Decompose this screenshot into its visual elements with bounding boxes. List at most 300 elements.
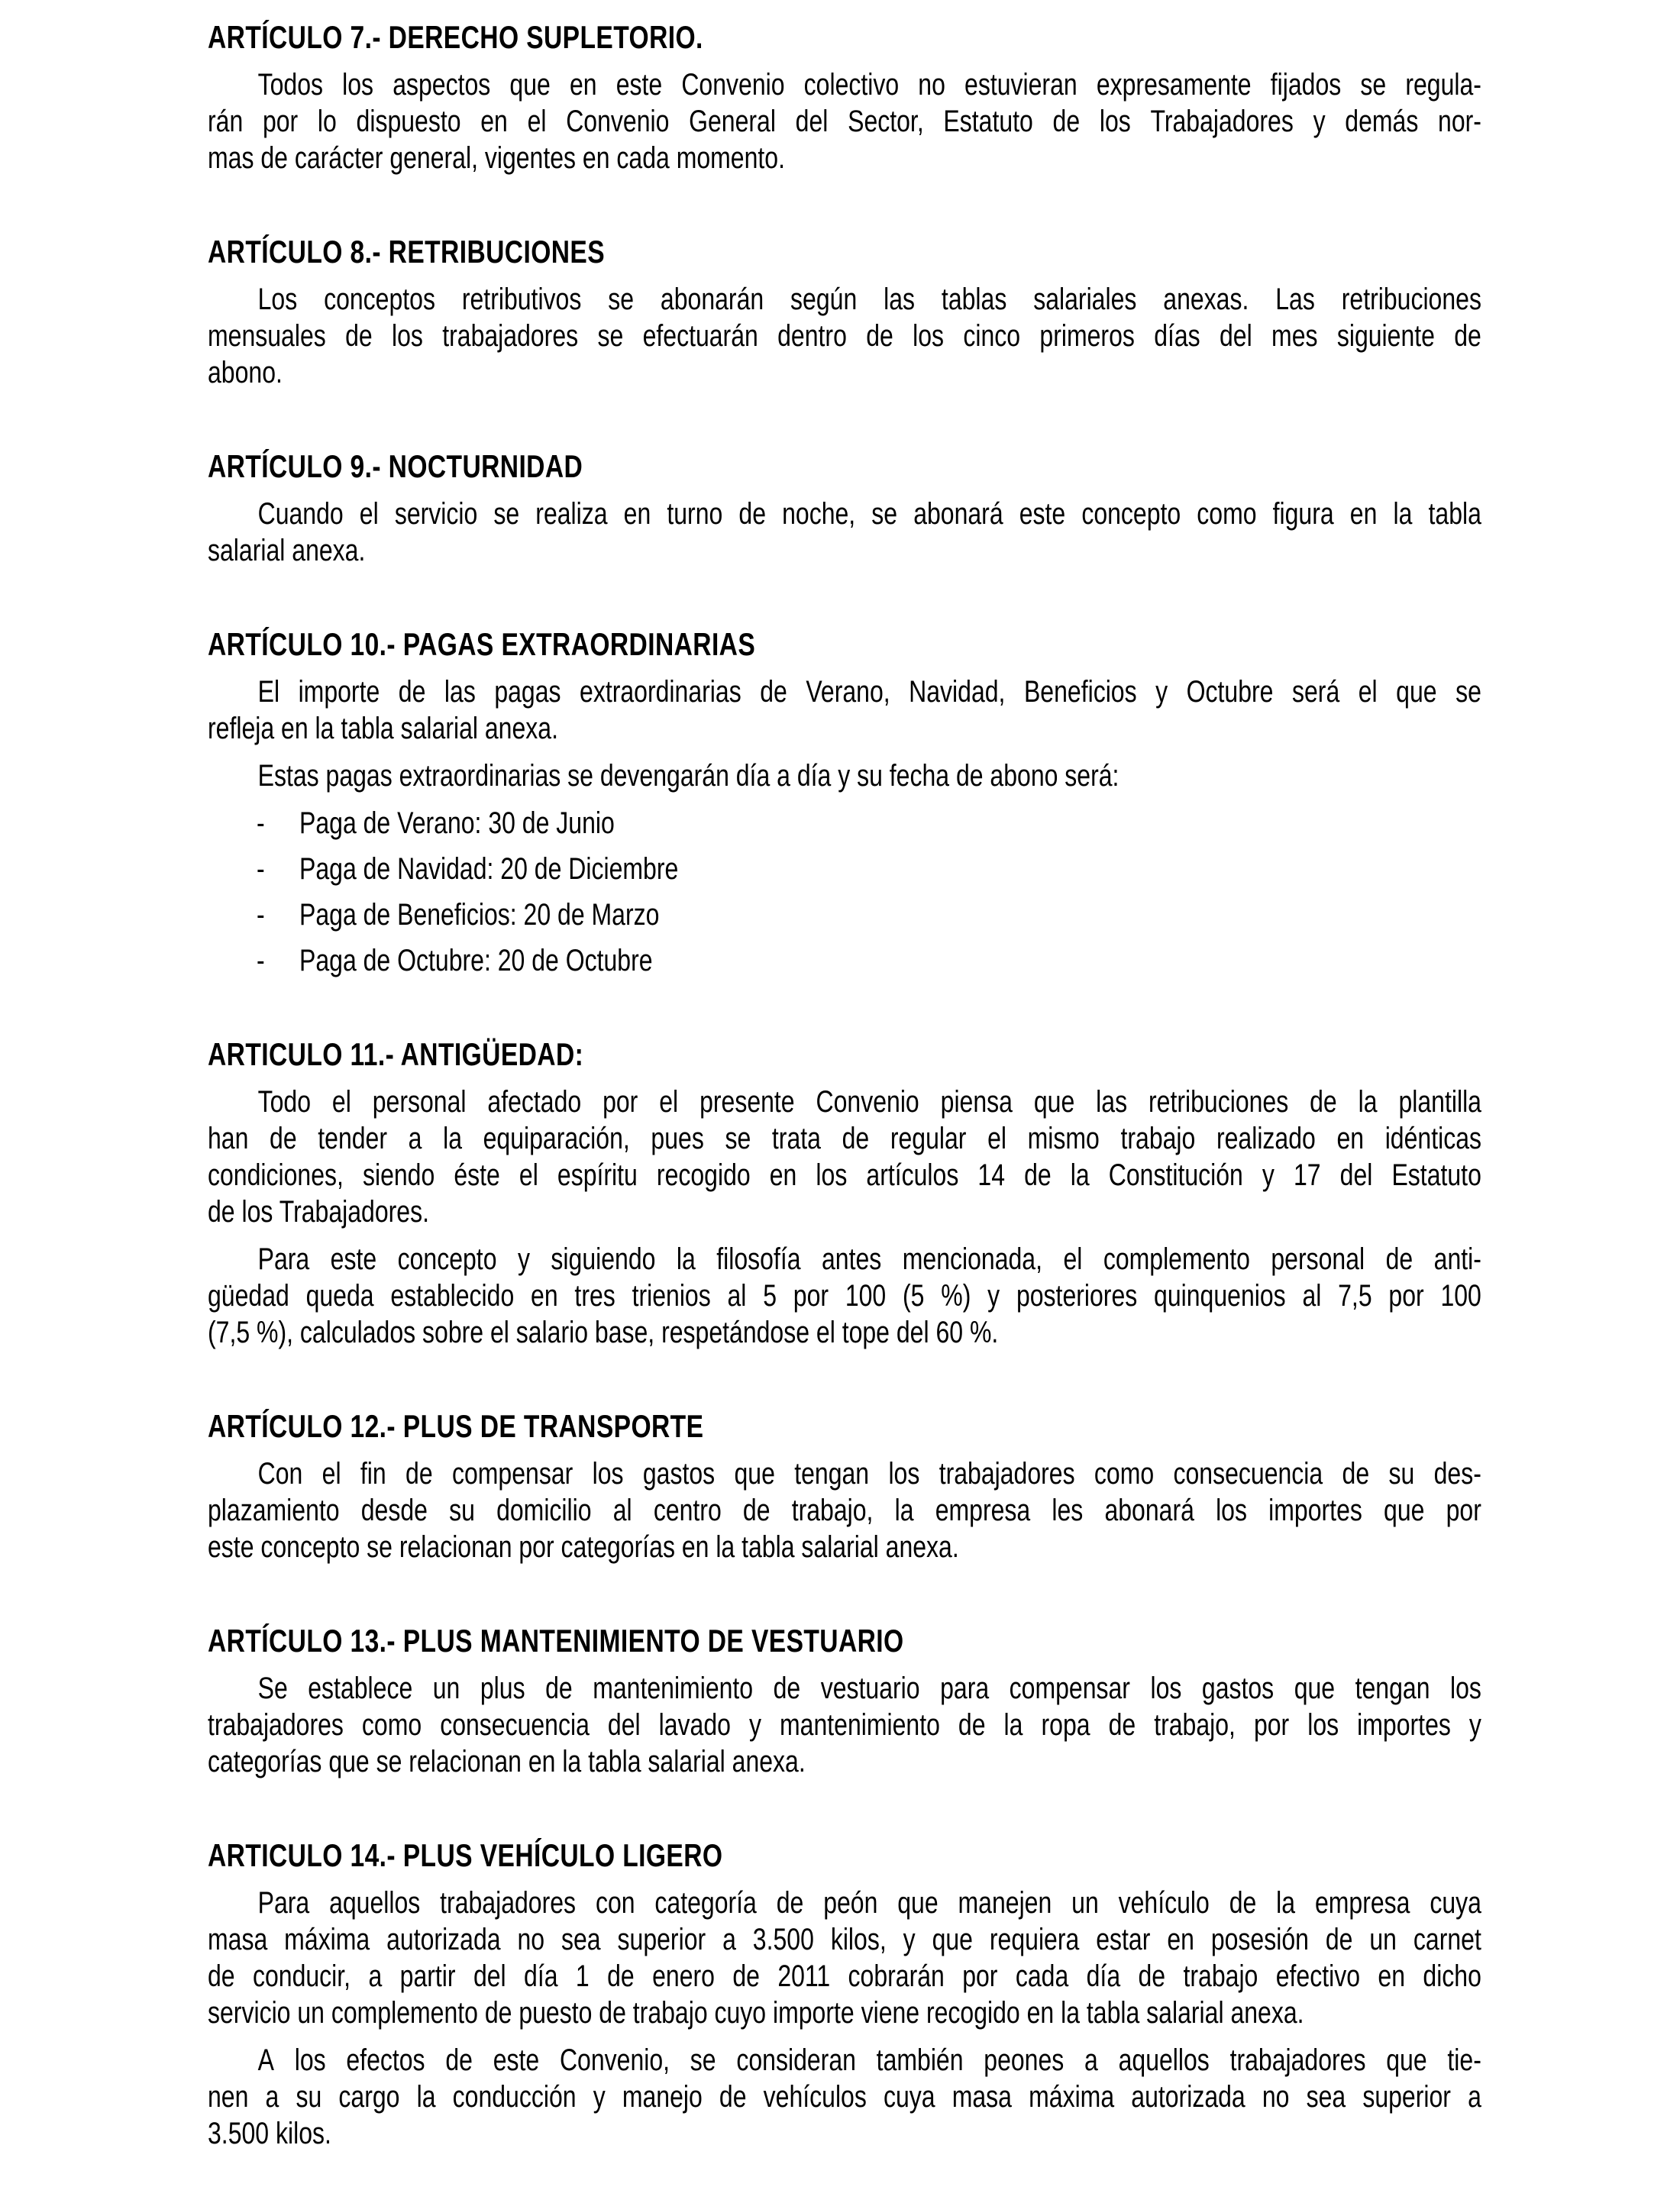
word: trabajo,: [791, 1494, 874, 1527]
word: pues: [651, 1122, 704, 1155]
word: empresa: [935, 1494, 1031, 1527]
word: por: [1388, 1279, 1424, 1313]
word: a: [408, 1122, 422, 1155]
word: 1: [575, 1959, 590, 1993]
paragraph-line: [208, 1885, 1481, 1921]
word: expresamente: [1096, 68, 1252, 102]
word: Convenio: [566, 105, 670, 138]
word: del: [1220, 319, 1252, 353]
word: anti-: [1433, 1242, 1481, 1276]
paragraph-line: este concepto se relacionan por categorías en la tabla salarial anexa.: [208, 1530, 959, 1564]
word: de: [1138, 1959, 1166, 1993]
word: cuya: [1430, 1886, 1481, 1920]
word: General: [689, 105, 776, 138]
word: masa: [208, 1923, 268, 1956]
word: el: [1358, 675, 1378, 709]
word: de: [738, 497, 766, 531]
word: peón: [823, 1886, 878, 1920]
word: se: [871, 497, 898, 531]
word: anexas.: [1163, 283, 1249, 316]
word: retribuciones: [1149, 1085, 1289, 1119]
word: los: [913, 319, 945, 353]
word: consideran: [736, 2043, 856, 2077]
word: de: [1385, 1242, 1413, 1276]
paragraph-articulo-14-paragraph-2: [208, 2042, 1481, 2152]
word: dispuesto: [356, 105, 461, 138]
word: gastos: [1201, 1672, 1275, 1705]
word: consecuencia: [440, 1708, 590, 1742]
word: concepto: [397, 1242, 497, 1276]
word: este: [1019, 497, 1066, 531]
document-content: [208, 19, 1481, 2163]
word: plazamiento: [208, 1494, 340, 1527]
word: que: [932, 1923, 973, 1956]
word: siendo: [362, 1158, 435, 1192]
word: complemento: [1103, 1242, 1250, 1276]
paragraph-articulo-9-paragraph-1: [208, 496, 1481, 569]
paragraph-articulo-11-paragraph-2: [208, 1241, 1481, 1351]
word: que: [1386, 2043, 1427, 2077]
word: el: [331, 1085, 351, 1119]
word: siguiente: [1336, 319, 1435, 353]
word: pagas: [494, 675, 561, 709]
word: 2011: [777, 1959, 831, 1993]
word: a: [1468, 2080, 1481, 2114]
word: realizado: [1216, 1122, 1316, 1155]
word: antes: [822, 1242, 882, 1276]
word: han: [208, 1122, 249, 1155]
word: de: [732, 1959, 760, 1993]
word: tender: [318, 1122, 388, 1155]
word: cinco: [963, 319, 1021, 353]
word: del: [607, 1708, 641, 1742]
word: en: [480, 105, 508, 138]
word: Convenio: [681, 68, 785, 102]
word: importe: [298, 675, 380, 709]
word: será: [1291, 675, 1340, 709]
word: efectos: [346, 2043, 425, 2077]
word: como: [1094, 1457, 1155, 1491]
word: como: [361, 1708, 422, 1742]
word: vehículo: [1118, 1886, 1210, 1920]
word: de: [842, 1122, 870, 1155]
word: como: [1197, 497, 1257, 531]
word: de: [1024, 1158, 1052, 1192]
word: importes: [1268, 1494, 1362, 1527]
word: Cuando: [257, 497, 344, 531]
word: centro: [653, 1494, 722, 1527]
word: aspectos: [393, 68, 491, 102]
word: los: [392, 319, 423, 353]
word: aquellos: [1118, 2043, 1210, 2077]
word: el: [1063, 1242, 1083, 1276]
word: posesión: [1210, 1923, 1309, 1956]
word: abonará: [913, 497, 1003, 531]
word: mencionada,: [902, 1242, 1042, 1276]
word: (5: [903, 1279, 925, 1313]
word: que: [1396, 675, 1437, 709]
word: %): [941, 1279, 971, 1313]
paragraph-line: [208, 66, 1481, 103]
word: el: [659, 1085, 679, 1119]
word: por: [962, 1959, 998, 1993]
word: los: [1099, 105, 1131, 138]
bullet-dash-icon: -: [257, 898, 265, 932]
word: artículos: [866, 1158, 959, 1192]
word: les: [1052, 1494, 1084, 1527]
word: de: [607, 1959, 635, 1993]
word: 17: [1294, 1158, 1321, 1192]
word: 100: [1440, 1279, 1481, 1313]
word: la: [443, 1122, 462, 1155]
paragraph-line: [208, 1921, 1481, 1958]
word: al: [612, 1494, 632, 1527]
word: según: [790, 283, 858, 316]
word: en: [623, 497, 651, 531]
word: personal: [372, 1085, 467, 1119]
word: sea: [561, 1923, 601, 1956]
word: noche,: [782, 497, 856, 531]
word: los: [1216, 1494, 1247, 1527]
word: vehículos: [763, 2080, 867, 2114]
paragraph-line: [208, 1707, 1481, 1743]
word: en: [1167, 1923, 1194, 1956]
word: mensuales: [208, 319, 326, 353]
word: masa: [951, 2080, 1012, 2114]
word: y: [1155, 675, 1168, 709]
word: para: [940, 1672, 990, 1705]
word: ropa: [1041, 1708, 1090, 1742]
word: Constitución: [1108, 1158, 1243, 1192]
word: regular: [890, 1122, 967, 1155]
word: trabajadores: [208, 1708, 344, 1742]
word: idénticas: [1384, 1122, 1481, 1155]
word: se: [493, 497, 520, 531]
word: de: [1229, 1886, 1257, 1920]
word: lavado: [658, 1708, 731, 1742]
word: estuvieran: [964, 68, 1077, 102]
word: sea: [1306, 2080, 1346, 2114]
word: 100: [845, 1279, 887, 1313]
word: recogido: [656, 1158, 751, 1192]
paragraph-articulo-10-paragraph-2: [208, 758, 1481, 794]
word: no: [517, 1923, 545, 1956]
word: extraordinarias: [580, 675, 741, 709]
word: autorizada: [1131, 2080, 1245, 2114]
word: Beneficios: [1023, 675, 1137, 709]
word: se: [1360, 68, 1387, 102]
word: Convenio: [816, 1085, 919, 1119]
article-heading-articulo-14: ARTICULO 14.- PLUS VEHÍCULO LIGERO: [208, 1837, 723, 1873]
word: la: [416, 2080, 436, 2114]
word: tablas: [941, 283, 1007, 316]
word: que: [734, 1457, 775, 1491]
word: des-: [1433, 1457, 1481, 1491]
word: tie-: [1447, 2043, 1481, 2077]
word: los: [888, 1457, 920, 1491]
word: tengan: [1355, 1672, 1430, 1705]
word: domicilio: [496, 1494, 592, 1527]
word: y: [1313, 105, 1326, 138]
word: espíritu: [557, 1158, 638, 1192]
word: un: [1369, 1923, 1397, 1956]
paragraph-articulo-14-paragraph-1: [208, 1885, 1481, 2031]
word: efectuarán: [642, 319, 758, 353]
word: por: [1253, 1708, 1290, 1742]
word: manejen: [958, 1886, 1052, 1920]
word: de: [760, 675, 787, 709]
bullet-item: [208, 942, 1481, 979]
word: Verano,: [806, 675, 890, 709]
paragraph-articulo-10-paragraph-1: [208, 674, 1481, 747]
word: cobrarán: [848, 1959, 945, 1993]
word: quinquenios: [1154, 1279, 1286, 1313]
word: dentro: [777, 319, 847, 353]
word: Con: [257, 1457, 303, 1491]
word: salariales: [1033, 283, 1137, 316]
word: a: [1084, 2043, 1098, 2077]
paragraph-line: [208, 1084, 1481, 1120]
word: kilos,: [830, 1923, 887, 1956]
word: de: [773, 1672, 801, 1705]
word: su: [449, 1494, 475, 1527]
word: turno: [667, 497, 723, 531]
word: trabajadores: [442, 319, 579, 353]
paragraph-line: [208, 1241, 1481, 1278]
paragraph-line: servicio un complemento de puesto de trabajo cuyo importe viene recogido en la tabla salarial anexa.: [208, 1996, 1304, 2030]
word: del: [1339, 1158, 1373, 1192]
word: de: [1310, 1085, 1337, 1119]
article-heading-articulo-7: ARTÍCULO 7.- DERECHO SUPLETORIO.: [208, 19, 703, 55]
word: superior: [617, 1923, 706, 1956]
word: las: [1096, 1085, 1128, 1119]
word: de: [742, 1494, 771, 1527]
paragraph-line: refleja en la tabla salarial anexa.: [208, 712, 558, 745]
word: y: [903, 1923, 916, 1956]
word: y: [748, 1708, 761, 1742]
word: categoría: [654, 1886, 757, 1920]
word: trabajo: [1120, 1122, 1196, 1155]
word: a: [368, 1959, 383, 1993]
paragraph-line: [208, 2042, 1481, 2079]
word: este: [493, 2043, 540, 2077]
word: Los: [257, 283, 298, 316]
word: enero: [652, 1959, 715, 1993]
word: plus: [480, 1672, 525, 1705]
word: lo: [317, 105, 337, 138]
word: Sector,: [848, 105, 924, 138]
word: compensar: [1009, 1672, 1130, 1705]
word: trabajo: [1183, 1959, 1258, 1993]
word: las: [884, 283, 916, 316]
word: las: [444, 675, 476, 709]
bullet-text: Paga de Verano: 30 de Junio: [299, 806, 615, 840]
paragraph-line: [208, 1958, 1481, 1995]
word: cargo: [338, 2080, 400, 2114]
word: de: [345, 319, 373, 353]
word: un: [432, 1672, 460, 1705]
paragraph-line: Estas pagas extraordinarias se devengarán día a día y su fecha de abono será:: [257, 759, 1119, 793]
word: nen: [208, 2080, 249, 2114]
word: de: [1325, 1923, 1353, 1956]
word: importes: [1357, 1708, 1451, 1742]
paragraph-line: [208, 2079, 1481, 2115]
word: trabajadores: [1229, 2043, 1366, 2077]
word: 14: [977, 1158, 1006, 1192]
word: la: [1358, 1085, 1378, 1119]
bullet-list-articulo-10-pagas-list: [208, 805, 1481, 979]
word: se: [608, 283, 635, 316]
word: al: [1302, 1279, 1322, 1313]
word: que: [1384, 1494, 1425, 1527]
word: 7,5: [1338, 1279, 1372, 1313]
word: siguiendo: [551, 1242, 656, 1276]
word: cuya: [883, 2080, 935, 2114]
word: fijados: [1270, 68, 1342, 102]
word: demás: [1345, 105, 1419, 138]
word: servicio: [394, 497, 478, 531]
word: el: [321, 1457, 341, 1491]
word: la: [676, 1242, 696, 1276]
word: dicho: [1423, 1959, 1481, 1993]
paragraph-line: [208, 1278, 1481, 1314]
paragraph-line: [208, 1455, 1481, 1492]
word: Octubre: [1186, 675, 1274, 709]
paragraph-line: (7,5 %), calculados sobre el salario base, respetándose el tope del 60 %.: [208, 1316, 999, 1349]
word: la: [894, 1494, 914, 1527]
article-heading-articulo-11: ARTICULO 11.- ANTIGÜEDAD:: [208, 1036, 584, 1072]
word: mantenimiento: [593, 1672, 754, 1705]
word: Todos: [257, 68, 323, 102]
paragraph-articulo-7-paragraph-1: [208, 66, 1481, 176]
word: en: [769, 1158, 797, 1192]
word: el: [519, 1158, 538, 1192]
word: en: [1378, 1959, 1406, 1993]
word: güedad: [208, 1279, 289, 1313]
word: los: [1150, 1672, 1182, 1705]
bullet-item: [208, 896, 1481, 933]
word: establecido: [390, 1279, 515, 1313]
word: máxima: [284, 1923, 370, 1956]
word: los: [1307, 1708, 1339, 1742]
word: tres: [574, 1279, 615, 1313]
paragraph-articulo-11-paragraph-1: [208, 1084, 1481, 1230]
word: su: [1388, 1457, 1415, 1491]
word: mes: [1271, 319, 1318, 353]
word: compensar: [451, 1457, 573, 1491]
word: realiza: [535, 497, 608, 531]
paragraph-line: [208, 1492, 1481, 1529]
word: del: [473, 1959, 506, 1993]
word: del: [795, 105, 829, 138]
word: mantenimiento: [780, 1708, 940, 1742]
word: de: [445, 2043, 473, 2077]
word: nor-: [1438, 105, 1481, 138]
word: retribuciones: [1341, 283, 1481, 316]
word: 3.500: [752, 1923, 814, 1956]
paragraph-articulo-13-paragraph-1: [208, 1670, 1481, 1780]
word: personal: [1271, 1242, 1365, 1276]
paragraph-line: [208, 1670, 1481, 1707]
paragraph-line: 3.500 kilos.: [208, 2117, 331, 2150]
word: trabajadores: [939, 1457, 1075, 1491]
word: y: [987, 1279, 1000, 1313]
paragraph-line: [208, 103, 1481, 140]
word: por: [603, 1085, 638, 1119]
word: conceptos: [324, 283, 435, 316]
word: por: [1446, 1494, 1481, 1527]
word: piensa: [940, 1085, 1013, 1119]
word: y: [1468, 1708, 1481, 1742]
word: y: [517, 1242, 530, 1276]
word: condiciones,: [208, 1158, 344, 1192]
word: trabajadores: [440, 1886, 577, 1920]
word: que: [509, 68, 551, 102]
word: y: [593, 2080, 606, 2114]
word: queda: [305, 1279, 374, 1313]
word: días: [1154, 319, 1200, 353]
word: en: [1336, 1122, 1365, 1155]
bullet-text: Paga de Navidad: 20 de Diciembre: [299, 852, 679, 886]
word: en: [569, 68, 597, 102]
word: figura: [1272, 497, 1334, 531]
word: conducir,: [252, 1959, 351, 1993]
word: posteriores: [1016, 1279, 1138, 1313]
word: establece: [308, 1672, 413, 1705]
word: afectado: [487, 1085, 582, 1119]
word: éste: [454, 1158, 500, 1192]
word: gastos: [642, 1457, 716, 1491]
word: regula-: [1405, 68, 1481, 102]
bullet-text: Paga de Beneficios: 20 de Marzo: [299, 898, 660, 932]
word: equiparación,: [483, 1122, 630, 1155]
paragraph-line: [208, 496, 1481, 532]
word: de: [545, 1672, 573, 1705]
word: trata: [771, 1122, 821, 1155]
bullet-item: [208, 851, 1481, 887]
word: a: [265, 2080, 279, 2114]
word: requiera: [989, 1923, 1080, 1956]
word: por: [793, 1279, 829, 1313]
word: un: [1071, 1886, 1099, 1920]
word: superior: [1362, 2080, 1451, 2114]
word: Navidad,: [909, 675, 1006, 709]
word: de: [208, 1959, 235, 1993]
word: filosofía: [716, 1242, 801, 1276]
word: la: [1070, 1158, 1090, 1192]
word: de: [270, 1122, 297, 1155]
word: conducción: [452, 2080, 577, 2114]
word: que: [1033, 1085, 1075, 1119]
article-heading-articulo-8: ARTÍCULO 8.- RETRIBUCIONES: [208, 234, 606, 270]
word: retributivos: [461, 283, 582, 316]
word: día: [524, 1959, 558, 1993]
word: y: [1262, 1158, 1275, 1192]
bullet-text: Paga de Octubre: 20 de Octubre: [299, 944, 653, 977]
word: de: [958, 1708, 986, 1742]
word: de: [1454, 319, 1481, 353]
article-heading-articulo-13: ARTÍCULO 13.- PLUS MANTENIMIENTO DE VESTUARIO: [208, 1623, 904, 1659]
word: a: [722, 1923, 736, 1956]
paragraph-line: [208, 1157, 1481, 1194]
word: vestuario: [820, 1672, 920, 1705]
word: primeros: [1039, 319, 1135, 353]
word: de: [398, 675, 426, 709]
bullet-dash-icon: -: [257, 944, 265, 977]
word: se: [1455, 675, 1481, 709]
paragraph-line: [208, 674, 1481, 710]
word: que: [897, 1886, 939, 1920]
